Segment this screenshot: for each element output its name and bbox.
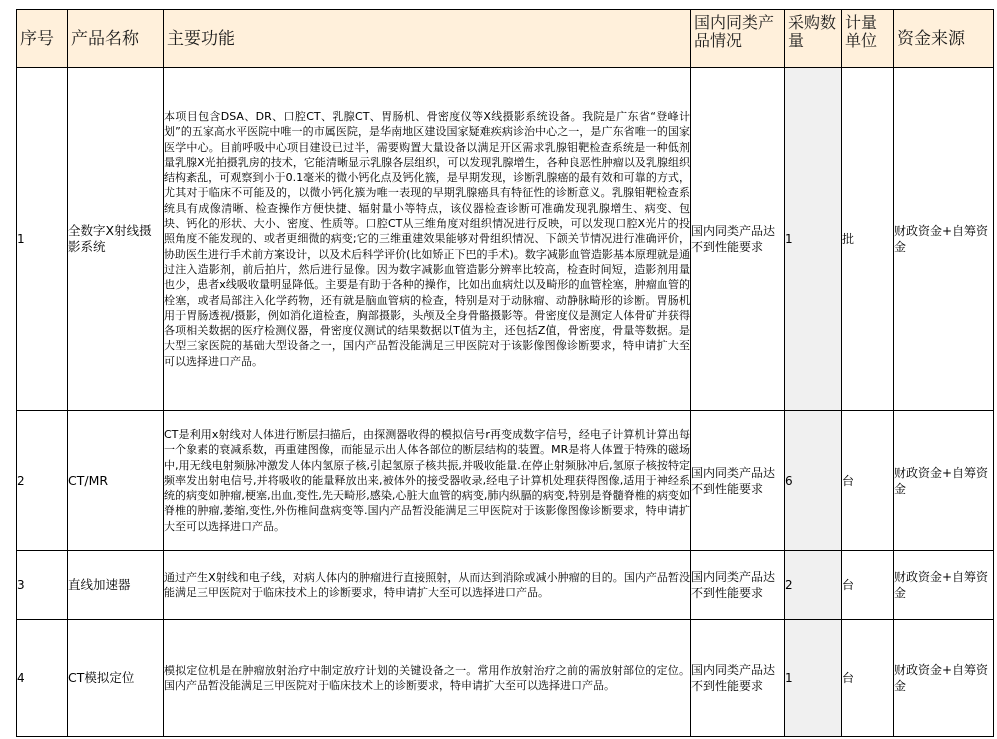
row-index: 3 [17,551,68,620]
row-domestic-status: 国内同类产品达不到性能要求 [691,620,785,737]
row-unit: 台 [842,411,894,551]
header-unit: 计量单位 [842,10,894,68]
row-domestic-status: 国内同类产品达不到性能要求 [691,551,785,620]
header-index: 序号 [17,10,68,68]
header-funding-source: 资金来源 [894,10,994,68]
row-unit: 批 [842,68,894,411]
table-row [17,620,994,737]
row-product-name: CT/MR [68,411,164,551]
header-quantity: 采购数量 [785,10,842,68]
header-main-function: 主要功能 [164,10,691,68]
row-funding-source: 财政资金+自筹资金 [894,68,994,411]
row-funding-source: 财政资金+自筹资金 [894,551,994,620]
row-funding-source: 财政资金+自筹资金 [894,620,994,737]
header-row [17,10,994,68]
row-main-function: 本项目包含DSA、DR、口腔CT、乳腺CT、胃肠机、骨密度仪等X线摄影系统设备。我院是广东省“登峰计划”的五家高水平医院中唯一的市属医院，是华南地区建设国家疑难疾病诊治中心之一，是广东省唯一的国家医学中心。目前呼吸中心项目建设已过半，需要购置大量设备以满足开区需求乳腺钼靶检查系统是一种低剂量乳腺X光拍摄乳房的技术，它能清晰显示乳腺各层组织，可以发现乳腺增生，各种良恶性肿瘤以及乳腺组织结构紊乱，可观察到小于0.1毫米的微小钙化点及钙化簇，是早期发现，诊断乳腺癌的最有效和可靠的方式，尤其对于临床不可能及的，以微小钙化簇为唯一表现的早期乳腺癌具有特征性的诊断意义。乳腺钼靶检查系统具有成像清晰、检查操作方便快捷、辐射量小等特点，该仪器检查诊断可准确发现乳腺增生、病变、包块、钙化的形状、大小、密度、性质等。口腔CT从三维角度对组织情况进行反映，可以发现口腔X光片的投照角度不能发现的、或者更细微的病变;它的三维重建效果能够对骨组织情况、下颌关节情况进行准确评价，协助医生进行手术前方案设计，以及术后科学评价(比如矫正下巴的手术)。数字减影血管造影基本原理就是通过注入造影剂，前后拍片，然后进行显像。因为数字减影血管造影分辨率比较高，检查时间短，造影剂用量也少，患者x线吸收量明显降低。主要是有助于各种的操作，比如出血病灶以及畸形的血管栓塞，肿瘤血管的栓塞，或者局部注入化学药物，还有就是脑血管病的检查，特别是对于动脉瘤、动静脉畸形的诊断。胃肠机用于胃肠透视/摄影，例如消化道检查，胸部摄影，头颅及全身骨骼摄影等。骨密度仪是测定人体骨矿并获得各项相关数据的医疗检测仪器，骨密度仪测试的结果数据以T值为主，还包括Z值，骨密度，骨量等数据。是大型三家医院的基础大型设备之一，国内产品暂没能满足三甲医院对于该影像图像诊断要求，特申请扩大至可以选择进口产品。 [164,68,691,411]
row-quantity: 6 [785,411,842,551]
row-funding-source: 财政资金+自筹资金 [894,411,994,551]
table-row [17,68,994,411]
table-row [17,411,994,551]
row-index: 2 [17,411,68,551]
header-domestic-products: 国内同类产品情况 [691,10,785,68]
row-quantity: 1 [785,68,842,411]
procurement-table [16,9,994,737]
row-index: 1 [17,68,68,411]
row-product-name: 全数字X射线摄影系统 [68,68,164,411]
row-unit: 台 [842,551,894,620]
row-product-name: CT模拟定位 [68,620,164,737]
row-quantity: 2 [785,551,842,620]
table-row [17,551,994,620]
page-margin [0,0,16,739]
row-index: 4 [17,620,68,737]
row-main-function: CT是利用x射线对人体进行断层扫描后，由探测器收得的模拟信号r再变成数字信号，经电子计算机计算出每一个象素的衰减系数，再重建图像，而能显示出人体各部位的断层结构的装置。MR是将人体置于特殊的磁场中,用无线电射频脉冲激发人体内氢原子核,引起氢原子核共振,并吸收能量.在停止射频脉冲后,氢原子核按特定频率发出射电信号,并将吸收的能量释放出来,被体外的接受器收录,经电子计算机处理获得图像,适用于神经系统的病变如肿瘤,梗塞,出血,变性,先天畸形,感染,心脏大血管的病变,肺内纵膈的病变,特别是脊髓脊椎的病变如脊椎的肿瘤,萎缩,变性,外伤椎间盘病变等.国内产品暂没能满足三甲医院对于该影像图像诊断要求，特申请扩大至可以选择进口产品。 [164,411,691,551]
header-product-name: 产品名称 [68,10,164,68]
row-product-name: 直线加速器 [68,551,164,620]
row-domestic-status: 国内同类产品达不到性能要求 [691,68,785,411]
row-unit: 台 [842,620,894,737]
row-quantity: 1 [785,620,842,737]
row-main-function: 模拟定位机是在肿瘤放射治疗中制定放疗计划的关键设备之一。常用作放射治疗之前的需放射部位的定位。国内产品暂没能满足三甲医院对于临床技术上的诊断要求，特申请扩大至可以选择进口产品。 [164,620,691,737]
row-main-function: 通过产生X射线和电子线，对病人体内的肿瘤进行直接照射，从而达到消除或减小肿瘤的目的。国内产品暂没能满足三甲医院对于临床技术上的诊断要求，特申请扩大至可以选择进口产品。 [164,551,691,620]
row-domestic-status: 国内同类产品达不到性能要求 [691,411,785,551]
